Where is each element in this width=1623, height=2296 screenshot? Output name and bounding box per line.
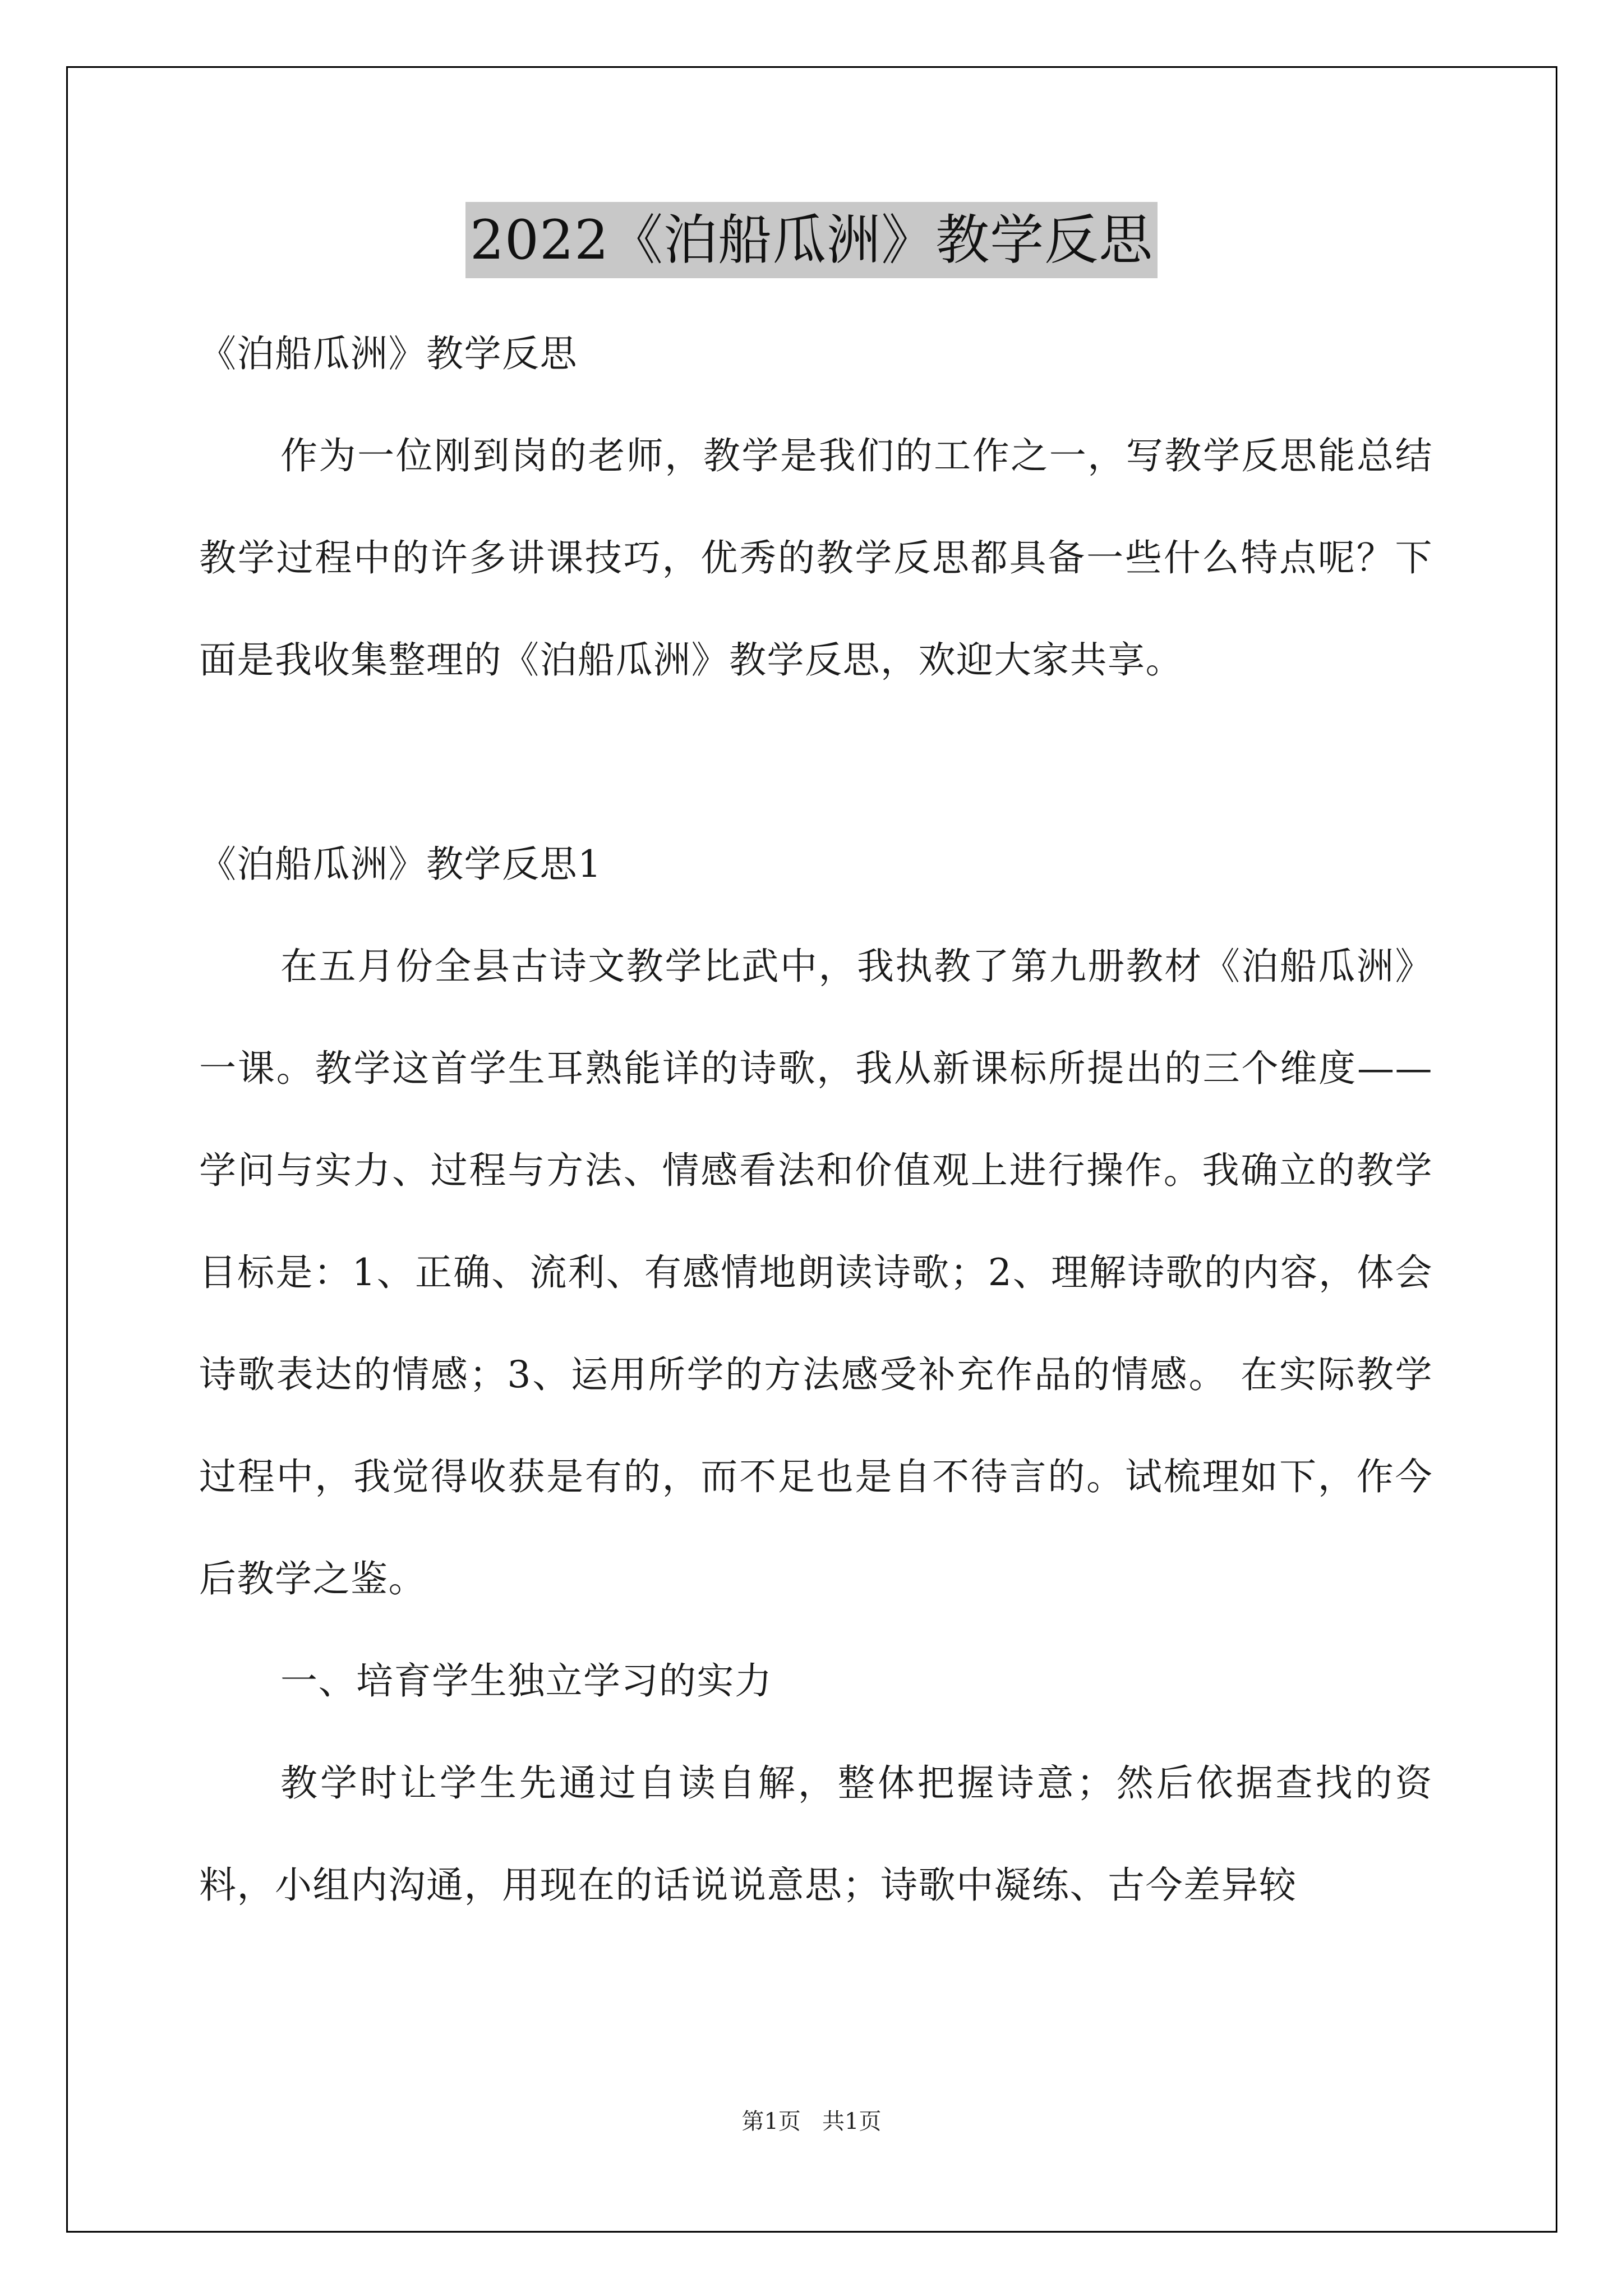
title-area [0, 202, 1623, 278]
document-subtitle: 《泊船瓜洲》教学反思 [199, 332, 578, 375]
section-paragraph: 在五月份全县古诗文教学比武中，我执教了第九册教材《泊船瓜洲》一课。教学这首学生耳熟能详的诗歌，我从新课标所提出的三个维度——学问与实力、过程与方法、情感看法和价值观上进行操作。我确立的教学目标是：1、正确、流利、有感情地朗读诗歌；2、理解诗歌的内容，体会诗歌表达的情感；3、运用所学的方法感受补充作品的情感。 在实际教学过程中，我觉得收获是有的，而不足也是自不待言的。试梳理如下，作今后教学之鉴。 [199, 945, 1433, 1600]
section-paragraph-2: 教学时让学生先通过自读自解，整体把握诗意；然后依据查找的资料，小组内沟通，用现在的话说说意思；诗歌中凝练、古今差异较 [199, 1761, 1433, 1907]
section-gap [199, 711, 1433, 813]
section-heading: 《泊船瓜洲》教学反思1 [199, 843, 602, 886]
intro-paragraph: 作为一位刚到岗的老师，教学是我们的工作之一，写教学反思能总结教学过程中的许多讲课技巧，优秀的教学反思都具备一些什么特点呢？下面是我收集整理的《泊船瓜洲》教学反思，欢迎大家共享。 [199, 434, 1433, 682]
section-point-heading: 一、培育学生独立学习的实力 [280, 1659, 773, 1703]
document-title: 2022《泊船瓜洲》教学反思 [465, 202, 1158, 278]
document-body [199, 303, 1433, 1936]
page-number: 第1页 共1页 [741, 2109, 882, 2134]
